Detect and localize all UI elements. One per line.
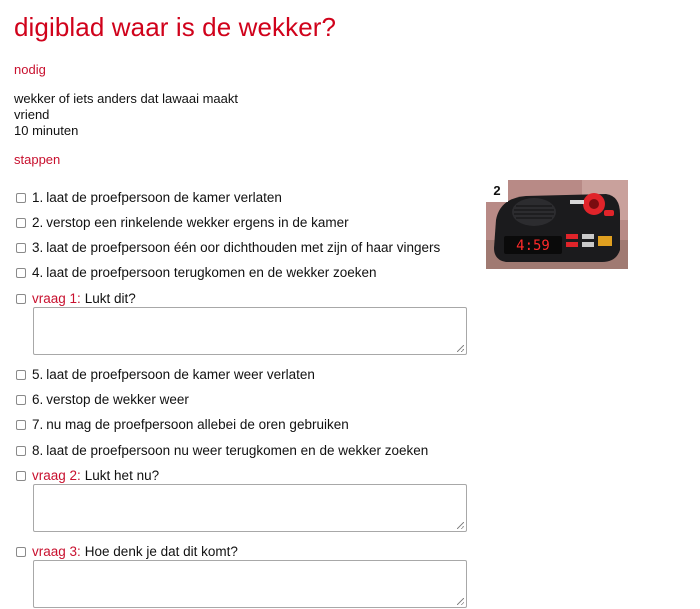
- steps-heading: stappen: [14, 152, 61, 167]
- needs-list: [14, 91, 238, 139]
- step-2: [16, 215, 349, 230]
- step-7: [16, 417, 349, 432]
- step-text: verstop een rinkelende wekker ergens in de kamer: [46, 215, 349, 230]
- step-text: laat de proefpersoon de kamer weer verlaten: [46, 367, 315, 382]
- answer-2-textarea[interactable]: [33, 484, 467, 532]
- question-1: [16, 291, 136, 306]
- needs-heading: nodig: [14, 62, 46, 77]
- question-text: Lukt het nu?: [84, 468, 160, 483]
- step-number: 5.: [32, 367, 44, 382]
- step-5-checkbox[interactable]: [16, 370, 26, 380]
- page-title: digiblad waar is de wekker?: [14, 12, 337, 42]
- question-text: Lukt dit?: [84, 291, 136, 306]
- alarm-clock-figure: [486, 180, 628, 269]
- step-number: 3.: [32, 240, 44, 255]
- step-8-checkbox[interactable]: [16, 446, 26, 456]
- step-1-checkbox[interactable]: [16, 193, 26, 203]
- step-7-checkbox[interactable]: [16, 420, 26, 430]
- step-text: laat de proefpersoon nu weer terugkomen en de wekker zoeken: [46, 443, 429, 458]
- step-number: 2.: [32, 215, 44, 230]
- step-number: 6.: [32, 392, 44, 407]
- resize-handle-icon[interactable]: [457, 345, 464, 352]
- resize-handle-icon[interactable]: [457, 598, 464, 605]
- step-6: [16, 392, 189, 407]
- answer-1-textarea[interactable]: [33, 307, 467, 355]
- question-3-checkbox[interactable]: [16, 547, 26, 557]
- clock-display: 4:59: [516, 238, 550, 254]
- question-1-checkbox[interactable]: [16, 294, 26, 304]
- needs-item: 10 minuten: [14, 123, 79, 138]
- step-1: [16, 190, 282, 205]
- step-number: 7.: [32, 417, 44, 432]
- step-3: [16, 240, 440, 255]
- step-text: nu mag de proefpersoon allebei de oren gebruiken: [46, 417, 349, 432]
- step-text: laat de proefpersoon één oor dichthouden met zijn of haar vingers: [46, 240, 441, 255]
- step-text: laat de proefpersoon de kamer verlaten: [46, 190, 282, 205]
- question-3: [16, 544, 238, 559]
- question-tag: vraag 1:: [32, 291, 81, 306]
- resize-handle-icon[interactable]: [457, 522, 464, 529]
- question-tag: vraag 3:: [32, 544, 81, 559]
- step-3-checkbox[interactable]: [16, 243, 26, 253]
- question-2: [16, 468, 159, 483]
- needs-item: wekker of iets anders dat lawaai maakt: [14, 91, 238, 106]
- step-number: 1.: [32, 190, 44, 205]
- step-6-checkbox[interactable]: [16, 395, 26, 405]
- step-text: verstop de wekker weer: [46, 392, 189, 407]
- step-text: laat de proefpersoon terugkomen en de wekker zoeken: [46, 265, 377, 280]
- step-8: [16, 443, 428, 458]
- needs-item: vriend: [14, 107, 50, 122]
- step-number: 4.: [32, 265, 44, 280]
- question-text: Hoe denk je dat dit komt?: [84, 544, 238, 559]
- question-2-checkbox[interactable]: [16, 471, 26, 481]
- step-4-checkbox[interactable]: [16, 268, 26, 278]
- step-4: [16, 265, 376, 280]
- step-2-checkbox[interactable]: [16, 218, 26, 228]
- figure-number: 2: [486, 180, 508, 202]
- question-tag: vraag 2:: [32, 468, 81, 483]
- answer-3-textarea[interactable]: [33, 560, 467, 608]
- step-number: 8.: [32, 443, 44, 458]
- step-5: [16, 367, 315, 382]
